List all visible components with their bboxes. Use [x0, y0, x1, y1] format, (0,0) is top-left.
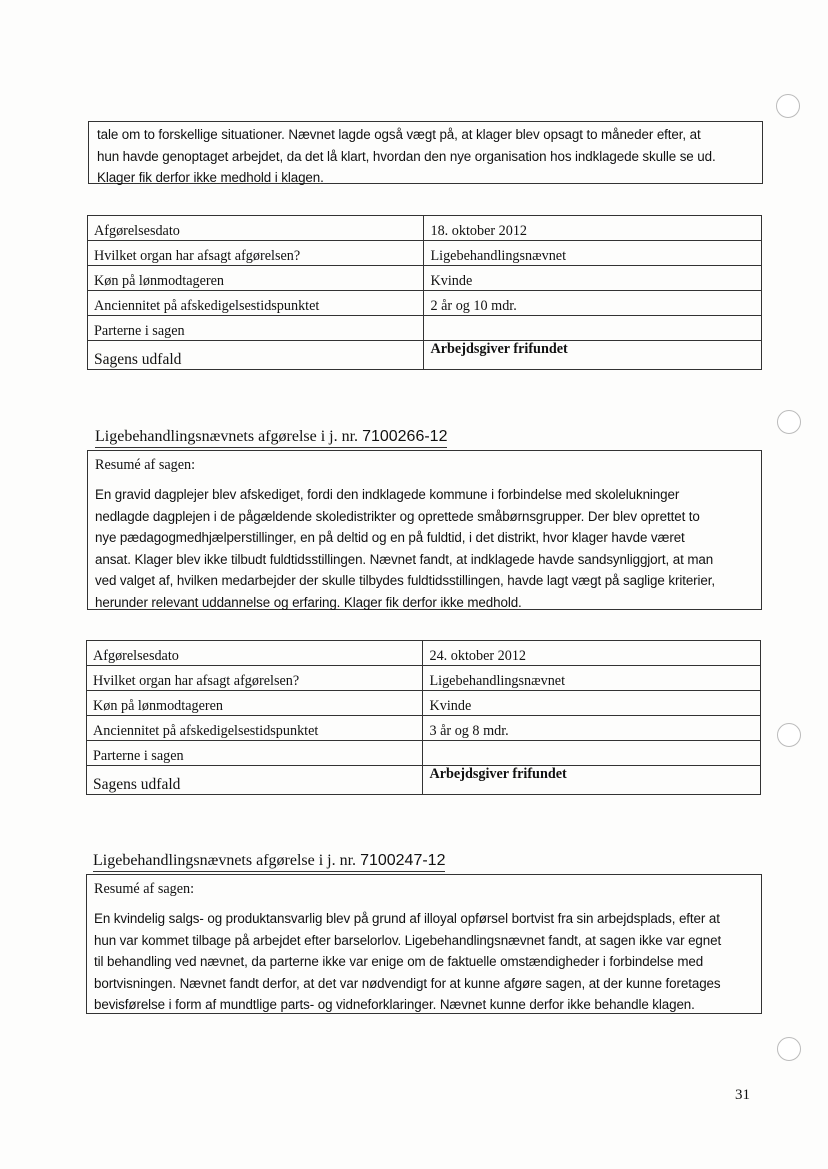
table-cell-value: Kvinde [423, 691, 761, 716]
table-row [88, 291, 762, 316]
table-cell-value [423, 766, 761, 795]
table-row [88, 341, 762, 370]
decision-table-1 [87, 215, 762, 370]
punch-hole-2 [777, 410, 801, 434]
table-cell-label: Parterne i sagen [87, 741, 423, 766]
table-cell-value [424, 341, 762, 370]
case-summary-box-2 [86, 874, 762, 1014]
table-cell-label: Hvilket organ har afsagt afgørelsen? [88, 241, 424, 266]
table-cell-label: Anciennitet på afskedigelsestidspunktet [87, 716, 423, 741]
intro-line-2: hun havde genoptaget arbejdet, da det lå klart, hvordan den nye organisation hos indklagede skulle se ud. [97, 148, 716, 164]
decision-table-2 [86, 640, 761, 795]
table-row [87, 691, 761, 716]
table-row [87, 641, 761, 666]
summary-line: bortvisningen. Nævnet fandt derfor, at det var nødvendigt for at kunne afgøre sagen, at der kunne foretages [94, 975, 721, 991]
table-row [87, 666, 761, 691]
case-number: 7100247-12 [360, 852, 446, 869]
table-row [87, 741, 761, 766]
table-row [87, 716, 761, 741]
table-cell-label: Anciennitet på afskedigelsestidspunktet [88, 291, 424, 316]
table-row [87, 766, 761, 795]
table-cell-value: 2 år og 10 mdr. [424, 291, 762, 316]
table-row [88, 316, 762, 341]
table-row [88, 216, 762, 241]
outcome-value: Arbejdsgiver frifundet [429, 766, 567, 782]
summary-line: En kvindelig salgs- og produktansvarlig blev på grund af illoyal opførsel bortvist fra sin arbejdsplads, efter at [94, 911, 720, 926]
case-heading-prefix: Ligebehandlingsnævnets afgørelse i j. nr. [93, 852, 357, 869]
table-cell-label: Sagens udfald [87, 766, 423, 795]
intro-text-box [88, 121, 763, 184]
table-cell-value: 24. oktober 2012 [423, 641, 761, 666]
table-cell-label: Hvilket organ har afsagt afgørelsen? [87, 666, 423, 691]
resume-label: Resumé af sagen: [94, 881, 195, 897]
case-heading-2 [93, 852, 445, 872]
summary-line: ansat. Klager blev ikke tilbudt fuldtidsstillingen. Nævnet fandt, at indklagede havde sandsynliggjort, at man [95, 551, 714, 567]
table-cell-value: 3 år og 8 mdr. [423, 716, 761, 741]
table-cell-label: Afgørelsesdato [88, 216, 424, 241]
table-cell-value [423, 741, 761, 766]
summary-line: nye pædagogmedhjælperstillinger, en på deltid og en på fuldtid, i det distrikt, hvor klager havde været [95, 530, 685, 545]
table-cell-value [424, 316, 762, 341]
case-summary-box-1 [87, 450, 762, 610]
table-cell-value: Kvinde [424, 266, 762, 291]
punch-hole-1 [776, 94, 800, 118]
case-heading-1 [95, 428, 447, 448]
table-cell-label: Sagens udfald [88, 341, 424, 370]
page-number: 31 [735, 1087, 750, 1103]
summary-line: ved valget af, hvilken medarbejder der skulle tilbydes fuldtidsstillingen, havde lagt vægt på saglige kriterier, [95, 573, 715, 588]
table-row [88, 266, 762, 291]
table-cell-label: Køn på lønmodtageren [87, 691, 423, 716]
summary-line: herunder relevant uddannelse og erfaring. Klager fik derfor ikke medhold. [95, 594, 522, 610]
summary-line: bevisførelse i form af mundtlige parts- og vidneforklaringer. Nævnet kunne derfor ikke behandle klagen. [94, 997, 695, 1012]
intro-line-1: tale om to forskellige situationer. Nævnet lagde også vægt på, at klager blev opsagt to måneder efter, at [97, 127, 701, 142]
case-heading-prefix: Ligebehandlingsnævnets afgørelse i j. nr. [95, 428, 359, 445]
case-number: 7100266-12 [362, 428, 448, 445]
outcome-value: Arbejdsgiver frifundet [430, 341, 568, 357]
summary-line: til behandling ved nævnet, da parterne ikke var enige om de faktuelle omstændigheder i forbindelse med [94, 954, 704, 969]
punch-hole-3 [777, 723, 801, 747]
punch-hole-4 [777, 1037, 801, 1061]
table-cell-label: Afgørelsesdato [87, 641, 423, 666]
summary-line: hun var kommet tilbage på arbejdet efter barselorlov. Ligebehandlingsnævnet fandt, at sagen ikke var egnet [94, 932, 722, 948]
table-cell-label: Køn på lønmodtageren [88, 266, 424, 291]
table-row [88, 241, 762, 266]
resume-label: Resumé af sagen: [95, 457, 196, 473]
intro-line-3: Klager fik derfor ikke medhold i klagen. [97, 170, 324, 185]
table-cell-label: Parterne i sagen [88, 316, 424, 341]
summary-line: En gravid dagplejer blev afskediget, fordi den indklagede kommune i forbindelse med skolelukninger [95, 487, 680, 502]
table-cell-value: Ligebehandlingsnævnet [424, 241, 762, 266]
table-cell-value: Ligebehandlingsnævnet [423, 666, 761, 691]
summary-line: nedlagde dagplejen i de pågældende skoledistrikter og oprettede småbørnsgrupper. Der blev oprettet to [95, 508, 700, 524]
table-cell-value: 18. oktober 2012 [424, 216, 762, 241]
